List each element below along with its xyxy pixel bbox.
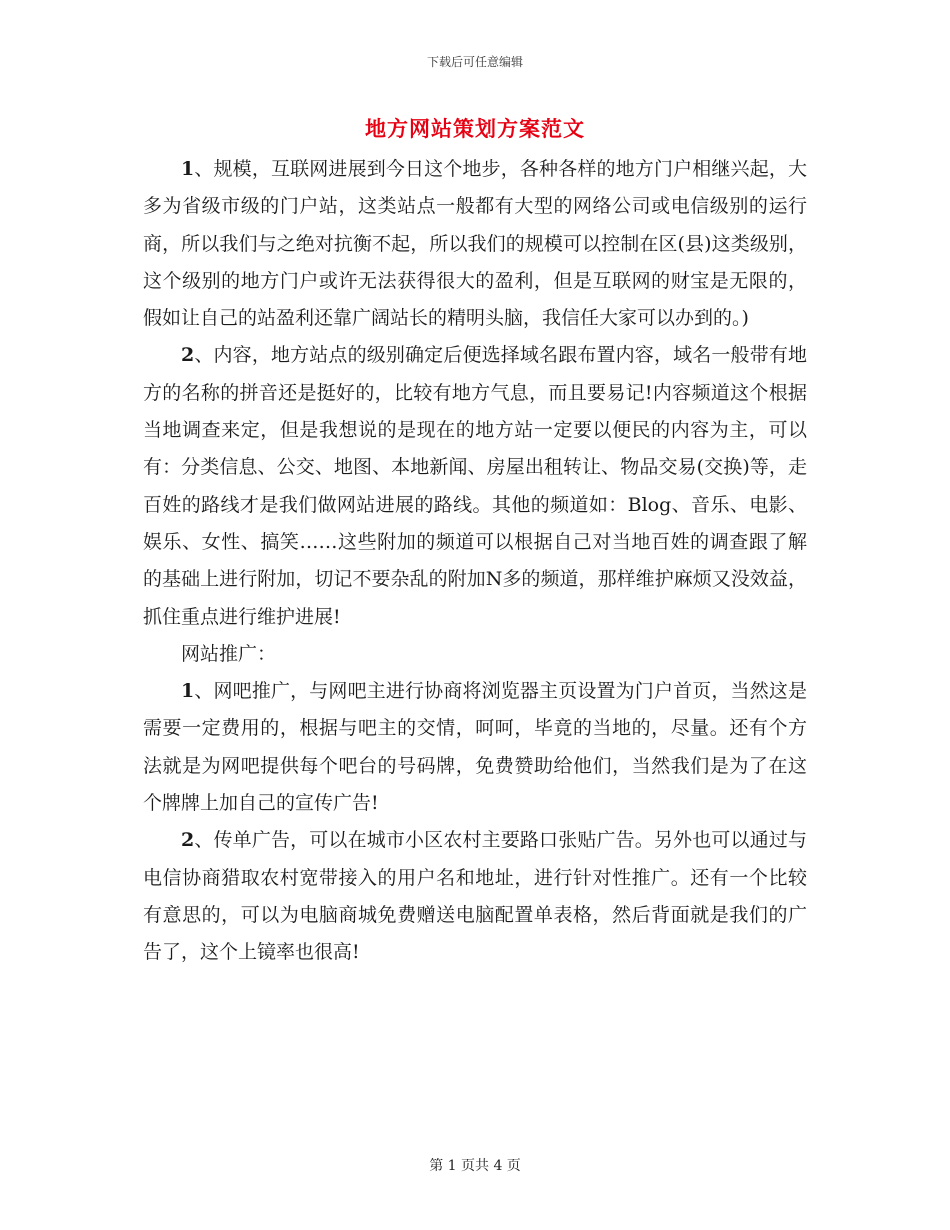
paragraph-flyer-promotion	[143, 822, 807, 971]
page-header: 下载后可任意编辑	[426, 55, 523, 69]
paragraph-scale	[143, 151, 807, 337]
paragraph-text: 、传单广告，可以在城市小区农村主要路口张贴广告。另外也可以通过与电信协商猎取农村宽带接入的用户名和地址，进行针对性推广。还有一个比较有意思的，可以为电脑商城免费赠送电脑配置单表格，然后背面就是我们的广告了，这个上镜率也很高!	[143, 829, 807, 964]
paragraph-number: 2	[181, 829, 195, 852]
paragraph-netcafe-promotion	[143, 673, 807, 822]
paragraph-number: 2	[181, 344, 195, 367]
paragraph-text: 、内容，地方站点的级别确定后便选择域名跟布置内容，域名一般带有地方的名称的拼音还是挺好的，比较有地方气息，而且要易记!内容频道这个根据当地调查来定，但是我想说的是现在的地方站一定要以便民的内容为主，可以有：分类信息、公交、地图、本地新闻、房屋出租转让、物品交易(交换)等，走百姓的路线才是我们做网站进展的路线。其他的频道如：Blog、音乐、电影、娱乐、女性、搞笑……这些附加的频道可以根据自己对当地百姓的调查跟了解的基础上进行附加，切记不要杂乱的附加N多的频道，那样维护麻烦又没效益，抓住重点进行维护进展!	[143, 344, 807, 628]
paragraph-number: 1	[181, 158, 195, 180]
paragraph-text: 、网吧推广，与网吧主进行协商将浏览器主页设置为门户首页，当然这是需要一定费用的，根据与吧主的交情，呵呵，毕竟的当地的，尽量。还有个方法就是为网吧提供每个吧台的号码牌，免费赞助给他们，当然我们是为了在这个牌牌上加自己的宣传广告!	[143, 680, 807, 815]
paragraph-text: 、规模，互联网进展到今日这个地步，各种各样的地方门户相继兴起，大多为省级市级的门户站，这类站点一般都有大型的网络公司或电信级别的运行商，所以我们与之绝对抗衡不起，所以我们的规模可以控制在区(县)这类级别，这个级别的地方门户或许无法获得很大的盈利，但是互联网的财宝是无限的，假如让自己的站盈利还靠广阔站长的精明头脑，我信任大家可以办到的。)	[143, 158, 807, 330]
page-footer: 第 1 页共 4 页	[429, 1158, 521, 1174]
paragraph-content	[143, 337, 807, 635]
paragraph-number: 1	[181, 680, 195, 703]
paragraph-text: 网站推广：	[181, 642, 277, 665]
document-title: 地方网站策划方案范文	[365, 116, 585, 141]
document-body	[143, 151, 807, 972]
section-heading-promotion	[143, 636, 807, 673]
